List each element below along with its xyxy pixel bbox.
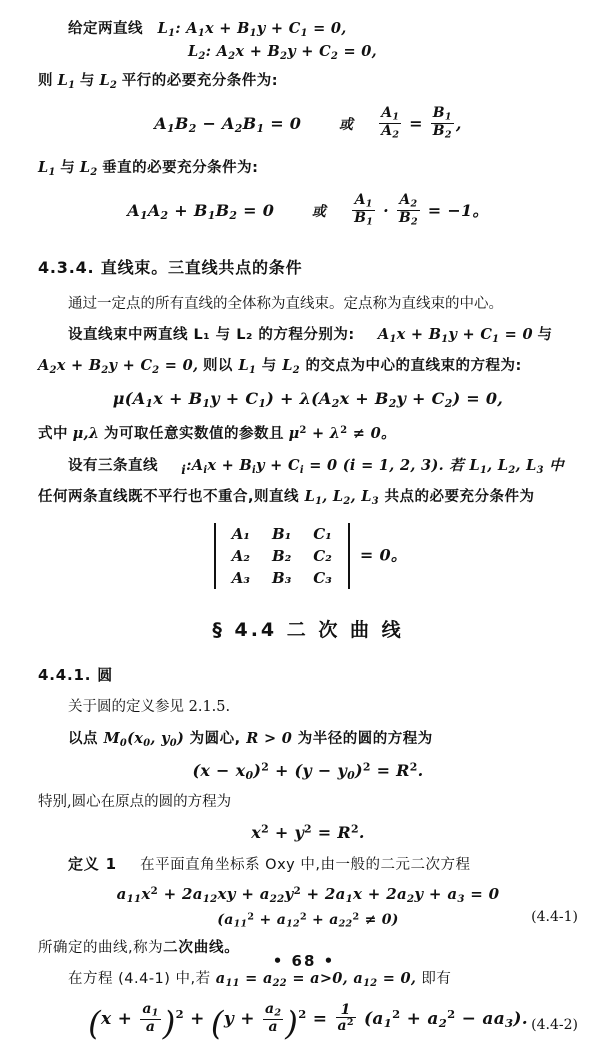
det-cell: C₂ (313, 546, 332, 565)
parallel-condition-text (38, 70, 578, 93)
given-two-lines-line (38, 18, 578, 41)
concurrency-condition-text: 任何两条直线既不平行也不重合,则直线 $L_1$, $L_2$, $L_3$ 共点的必要充分条件为 (38, 488, 535, 508)
definition-1-row (38, 852, 578, 878)
line-l2-equation-row (38, 41, 578, 64)
det-cell: C₁ (313, 524, 332, 543)
heading-section-441: 4.4.1. 圆 (38, 665, 114, 684)
parallel-iff-text: 平行的必要充分条件为: (121, 73, 279, 90)
with-char: 与 (537, 327, 553, 344)
pencil-eq-2: $A_2x + B_2y + C_2 = 0$, (38, 356, 199, 376)
and-char-2: 与 (60, 160, 76, 177)
params-condition: $\mu^2 + \lambda^2 \ne 0$。 (288, 425, 396, 443)
quadratic-curve-term: 二次曲线。 (163, 939, 240, 956)
equation-442 (38, 1000, 578, 1043)
line-l1-equation: $L_1$: $A_1x + B_1y + C_1 = 0$, (157, 20, 347, 39)
l2-symbol-2: $L_2$ (79, 159, 98, 179)
heading-section-434: 4.3.4. 直线束。三直线共点的条件 (38, 257, 303, 277)
l1-symbol-2: $L_1$ (38, 159, 56, 179)
page-content (38, 14, 578, 1048)
determinant-equals: = 0。 (359, 545, 408, 565)
page-number: • 68 • (272, 952, 336, 970)
equation-general-cond-row (38, 909, 578, 930)
perpendicular-condition-text (38, 157, 578, 180)
equation-circle-origin-body: $x^2 + y^2 = R^2$. (251, 822, 365, 842)
equation-442-body: (x + $\frac{a_1}{a}$ )$^2$ + (y + $\frac{a_2}{a}$ )$^2$ = $\frac{1}{a^2}$ $(a_1^2 + a_2^2 - aa_3)$. (88, 1000, 528, 1043)
determinant-left-bar (214, 523, 216, 589)
perpendicular-iff-text: 垂直的必要充分条件为: (102, 160, 259, 177)
det-cell: A₃ (231, 568, 251, 587)
equation-circle (38, 760, 578, 781)
equation-circle-body: $(x - x_0)^2 + (y - y_0)^2 = R^2$. (192, 760, 424, 782)
equation-general-cond-body: $(a_{11}^2 + a_{12}^2 + a_{22}^2 \ne 0)$ (217, 911, 399, 930)
three-lines-eq: $_i:A_ix + B_iy + C_i = 0$ (i = 1, 2, 3). 若 $L_1$, $L_2$, $L_3$ 中 (181, 457, 564, 477)
paragraph-434-p4 (38, 454, 578, 480)
equation-parallel (38, 107, 578, 141)
pencil-eq-1: $A_1x + B_1y + C_1 = 0$ (377, 326, 533, 346)
equation-442-row (38, 1000, 578, 1043)
equation-general-cond (38, 909, 578, 930)
det-cell: C₃ (313, 568, 332, 587)
equation-general (38, 884, 578, 905)
heading-chapter-44: § 4.4 二 次 曲 线 (212, 618, 404, 641)
det-cell: B₂ (272, 546, 292, 565)
equation-parallel-body: $A_1B_2 - A_2B_1 = 0$ 或 $\frac{A_1}{A_2}$ = $\frac{B_1}{B_2}$ , (154, 105, 462, 141)
l2-symbol: $L_2$ (99, 72, 118, 91)
equation-pencil-body: $\mu(A_1x + B_1y + C_1) + \lambda(A_2x + B_2y + C_2) = 0$, (112, 389, 504, 411)
parallel-condition-label: 则 (38, 73, 53, 90)
quadratic-curve-lead: 所确定的曲线,称为 (38, 939, 164, 956)
equation-number-442: (4.4-2) (531, 1016, 578, 1033)
given-two-lines-label: 给定两直线 (68, 21, 143, 37)
params-text-rest: 为可取任意实数值的参数且 (103, 426, 284, 443)
paragraph-434-p3 (38, 422, 578, 447)
determinant-right-bar (348, 523, 350, 589)
equation-general-row (38, 884, 578, 905)
paragraph-434-p4c (38, 485, 578, 511)
params-text-lead: 式中 (38, 426, 68, 443)
equation-perpendicular-body: $A_1A_2 + B_1B_2 = 0$ 或 $\frac{A_1}{B_1}$ · $\frac{A_2}{B_2}$ = −1。 (127, 192, 489, 228)
pencil-center-text: 则以 $L_1$ 与 $L_2$ 的交点为中心的直线束的方程为: (202, 356, 522, 376)
det-cell: A₁ (231, 524, 251, 543)
line-l2-equation: $L_2$: $A_2x + B_2y + C_2 = 0$, (188, 43, 377, 62)
pencil-setup-text: 设直线束中两直线 L₁ 与 L₂ 的方程分别为: (68, 327, 355, 344)
table-row (221, 523, 343, 545)
l1-symbol: $L_1$ (57, 72, 76, 91)
equation-circle-origin (38, 822, 578, 841)
params-symbols: μ,λ (72, 425, 100, 443)
paragraph-434-p1: 通过一定点的所有直线的全体称为直线束。定点称为直线束的中心。 (68, 295, 503, 312)
paragraph-441-p5 (38, 967, 578, 993)
paragraph-441-p1: 关于圆的定义参见 2.1.5. (68, 698, 231, 715)
and-char: 与 (79, 73, 95, 90)
equation-pencil (38, 389, 578, 410)
table-row (221, 567, 343, 589)
circle-def-text: 以点 $M_0(x_0$, $y_0$) 为圆心, R > 0 为半径的圆的方程为 (68, 729, 433, 749)
det-cell: B₁ (272, 524, 292, 543)
definition-label: 定义 1 (68, 854, 117, 873)
paragraph-441-p3: 特别,圆心在原点的圆的方程为 (38, 793, 232, 810)
equation-number-441: (4.4-1) (531, 909, 578, 926)
determinant-3x3 (209, 523, 355, 589)
definition-text: 在平面直角坐标系 Oxy 中,由一般的二元二次方程 (140, 856, 471, 873)
det-cell: B₃ (272, 568, 292, 587)
equation-perpendicular (38, 194, 578, 228)
three-lines-lead: 设有三条直线 (68, 458, 158, 474)
paragraph-441-p2 (38, 727, 578, 753)
determinant-table (221, 523, 343, 589)
table-row (221, 545, 343, 567)
equation-general-body: $a_{11}x^2 + 2a_{12}xy + a_{22}y^2 + 2a_1x + 2a_2y + a_3 = 0$ (116, 885, 500, 906)
equation-determinant (38, 523, 578, 589)
det-cell: A₂ (231, 546, 251, 565)
paragraph-434-p2c (38, 354, 578, 380)
paragraph-434-p2 (38, 323, 578, 349)
eq441-case-text: 在方程 (4.4-1) 中,若 $a_{11} = a_{22} = a>0$, $a_{12} = 0$, 即有 (68, 970, 452, 990)
